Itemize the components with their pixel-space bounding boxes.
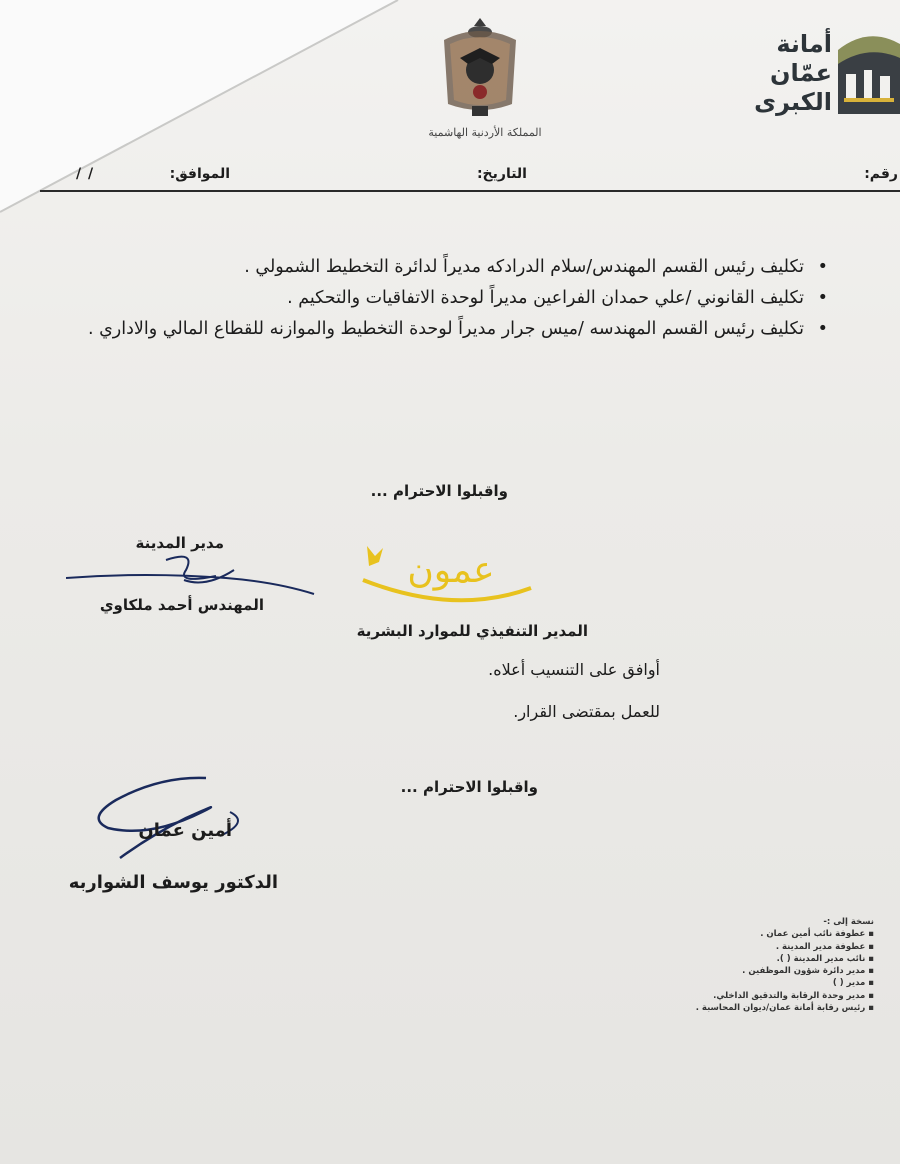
closing-greeting-2: واقبلوا الاحترام ... <box>400 778 538 796</box>
list-item: • تكليف رئيس القسم المهندسه /ميس جرار مديراً لوحدة التخطيط والموازنه للقطاع المالي والاداري . <box>84 314 804 345</box>
assignment-list <box>84 252 828 345</box>
list-item: ▪ عطوفة مدير المدينة . <box>654 941 874 953</box>
city-manager-title: مدير المدينة <box>135 534 224 552</box>
mayor-title: أمين عمان <box>138 820 232 841</box>
closing-greeting-1: واقبلوا الاحترام ... <box>370 482 508 500</box>
corresponding-value: / / <box>76 166 95 182</box>
approval-line-2: للعمل بمقتضى القرار. <box>513 702 660 721</box>
bullet: • <box>817 257 828 277</box>
list-item: • تكليف القانوني /علي حمدان الفراعين مديراً لوحدة الاتفاقيات والتحكيم . <box>84 283 804 314</box>
kingdom-label: المملكة الأردنية الهاشمية <box>428 126 542 139</box>
copy-to-label: نسخة إلى :- <box>823 917 874 927</box>
watermark-text: عمون <box>407 550 495 591</box>
list-item: ▪ مدير ( ) <box>654 977 874 989</box>
mayor-signature <box>90 772 270 862</box>
date-label: التاريخ: <box>476 166 527 182</box>
folded-page-corner <box>0 0 400 215</box>
copy-to-block <box>654 916 874 1014</box>
gam-logo-icon <box>838 30 900 114</box>
ammon-watermark-logo <box>355 536 555 616</box>
gam-logo-text <box>754 30 832 117</box>
approval-line-1: أوافق على التنسيب أعلاه. <box>488 660 660 679</box>
corresponding-label: الموافق: <box>169 166 230 182</box>
city-manager-name: المهندس أحمد ملكاوي <box>99 596 264 614</box>
ref-label: رقم: <box>864 166 898 182</box>
list-item: • تكليف رئيس القسم المهندس/سلام الدرادكه مديراً لدائرة التخطيط الشمولي . <box>84 252 804 283</box>
mayor-name: الدكتور يوسف الشواربه <box>68 872 278 893</box>
list-item: ▪ عطوفة نائب أمين عمان . <box>654 928 874 940</box>
list-item: ▪ نائب مدير المدينة ( ). <box>654 953 874 965</box>
logo-line-2: عمّان <box>770 59 832 87</box>
logo-line-1: أمانة <box>776 30 832 58</box>
list-item: ▪ مدير دائرة شؤون الموظفين . <box>654 965 874 977</box>
header-divider <box>40 190 900 192</box>
logo-line-3: الكبرى <box>754 88 832 116</box>
jordan-crest-icon <box>430 12 530 122</box>
list-item: ▪ مدير وحدة الرقابة والتدقيق الداخلي. <box>654 990 874 1002</box>
list-item: ▪ رئيس رقابة أمانة عمان/ديوان المحاسبة . <box>654 1002 874 1014</box>
bullet: • <box>817 288 828 308</box>
hr-director-title: المدير التنفيذي للموارد البشرية <box>356 622 588 640</box>
bullet: • <box>817 319 828 339</box>
